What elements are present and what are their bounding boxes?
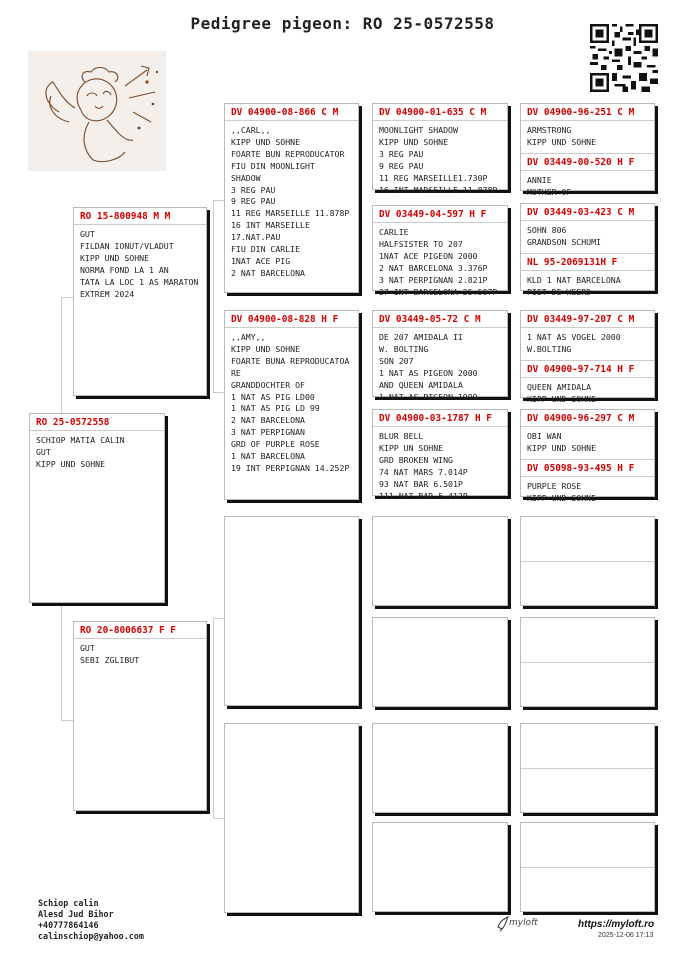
ggg-ring-5: DV 03449-97-207 C M [521,311,654,328]
ggg-pair-4[interactable] [520,409,655,503]
gg-card-8[interactable] [372,822,508,912]
owner-phone: +40777864146 [38,920,99,930]
dam-sire-card[interactable] [224,516,359,706]
ggg-ring-3: DV 03449-03-423 C M [521,204,654,221]
subject-info: SCHIOP MATIA CALIN GUT KIPP UND SOHNE [36,435,125,469]
sire-dam-card[interactable] [224,310,359,500]
gg-info-1: MOONLIGHT SHADOW KIPP UND SOHNE 3 REG PAU 9 REG PAU 11 REG MARSEILLE1.730P 16 INT MARSEILLE 11.878P [379,125,498,195]
print-timestamp: 2025-12-06 17:13 [598,932,654,939]
ggg-info-1: ARMSTRONG KIPP UND SOHNE [527,125,597,147]
sire-sire-ring: DV 04900-08-866 C M [225,104,358,121]
ggg-pair-6[interactable] [520,617,655,707]
page-title: Pedigree pigeon: RO 25-0572558 [190,14,495,33]
ggg-info-7: OBI WAN KIPP UND SOHNE [527,431,597,453]
connector-line [213,618,214,818]
subject-card[interactable] [29,413,165,603]
dam-dam-card[interactable] [224,723,359,913]
dam-info: GUT SEBI ZGLIBUT [80,643,140,665]
ggg-ring-2: DV 03449-00-520 H F [521,153,654,171]
sire-sire-info: ,,CARL,, KIPP UND SOHNE FOARTE BUN REPRODUCATOR FIU DIN MOONLIGHT SHADOW 3 REG PAU 9 REG PAU 11 REG MARSEILLE 11.878P 16 INT MARSEILLE 17.NAT.PAU FIU DIN CARLIE 1NAT ACE PIG 2 NAT BARCELONA [231,125,350,278]
ggg-ring-1: DV 04900-96-251 C M [521,104,654,121]
sire-info: GUT FILDAN IONUT/VLADUT KIPP UND SOHNE NORMA FOND LA 1 AN TATA LA LOC 1 AS MARATON EXTREM 2024 [80,229,199,299]
ggg-pair-1[interactable] [520,103,655,197]
owner-name: Schiop calin [38,898,99,908]
gg-info-3: DE 207 AMIDALA II W. BOLTING SON 207 1 NAT AS PIGEON 2000 AND QUEEN AMIDALA 1 NAT AS PIGEON 1999 [379,332,478,402]
ggg-ring-4: NL 95-2069131H F [521,253,654,271]
gg-card-7[interactable] [372,723,508,813]
ggg-info-5: 1 NAT AS VOGEL 2000 W.BOLTING [527,332,621,354]
qr-code-icon [590,24,658,92]
sire-dam-info: ,,AMY,, KIPP UND SOHNE FOARTE BUNA REPRODUCATOA RE GRANDDOCHTER OF 1 NAT AS PIG LD00 1 NAT AS PIG LD 99 2 NAT BARCELONA 3 NAT PERPIGNAN GRD OF PURPLE ROSE 1 NAT BARCELONA 19 INT PERPIGNAN 14.252P [231,332,350,473]
ggg-ring-7: DV 04900-96-297 C M [521,410,654,427]
ggg-pair-8[interactable] [520,822,655,912]
cupid-drawing-image [28,51,166,171]
gg-card-6[interactable] [372,617,508,707]
owner-place: Alesd Jud Bihor [38,909,114,919]
brand-url-link[interactable]: https://myloft.ro [578,919,655,930]
ggg-info-8: PURPLE ROSE KIPP UND SOHNE [527,481,597,503]
brand-logo-text: myloft [509,918,538,928]
ggg-pair-5[interactable] [520,516,655,606]
sire-sire-card[interactable] [224,103,359,293]
owner-email[interactable]: calinschiop@yahoo.com [38,931,144,941]
gg-ring-2: DV 03449-04-597 H F [373,206,507,223]
pigeon-logo-icon [496,915,510,931]
ggg-info-4: KLD 1 NAT BARCELONA PIET DE WEERD [527,275,621,297]
gg-card-3[interactable] [372,310,508,402]
sire-dam-ring: DV 04900-08-828 H F [225,311,358,328]
owner-contact [38,898,144,942]
gg-ring-1: DV 04900-01-635 C M [373,104,507,121]
connector-line [213,200,214,392]
dam-card[interactable] [73,621,207,811]
gg-ring-4: DV 04900-03-1787 H F [373,410,507,427]
ggg-info-3: SOHN 806 GRANDSON SCHUMI [527,225,601,247]
gg-info-2: CARLIE HALFSISTER TO 207 1NAT ACE PIGEON 2000 2 NAT BARCELONA 3.376P 3 NAT PERPIGNAN 2.821P 27 INT BARCELONA 25.597P [379,227,498,297]
gg-card-4[interactable] [372,409,508,501]
gg-card-1[interactable] [372,103,508,195]
gg-ring-3: DV 03449-05-72 C M [373,311,507,328]
gg-card-5[interactable] [372,516,508,606]
ggg-ring-8: DV 05098-93-495 H F [521,459,654,477]
ggg-info-6: QUEEN AMIDALA KIPP UND SOHNE [527,382,597,404]
ggg-info-2: ANNIE MOTHER OF [527,175,572,197]
ggg-pair-3[interactable] [520,310,655,404]
ggg-pair-2[interactable] [520,203,655,297]
gg-info-4: BLUR BELL KIPP UN SOHNE GRD BROKEN WING 74 NAT MARS 7.014P 93 NAT BAR 6.501P 111 NAT BAR 5.412P [379,431,468,501]
ggg-pair-7[interactable] [520,723,655,813]
sire-card[interactable] [73,207,207,396]
gg-card-2[interactable] [372,205,508,297]
subject-ring: RO 25-0572558 [30,414,164,431]
sire-ring: RO 15-800948 M M [74,208,206,225]
dam-ring: RO 20-8006637 F F [74,622,206,639]
ggg-ring-6: DV 04900-97-714 H F [521,360,654,378]
